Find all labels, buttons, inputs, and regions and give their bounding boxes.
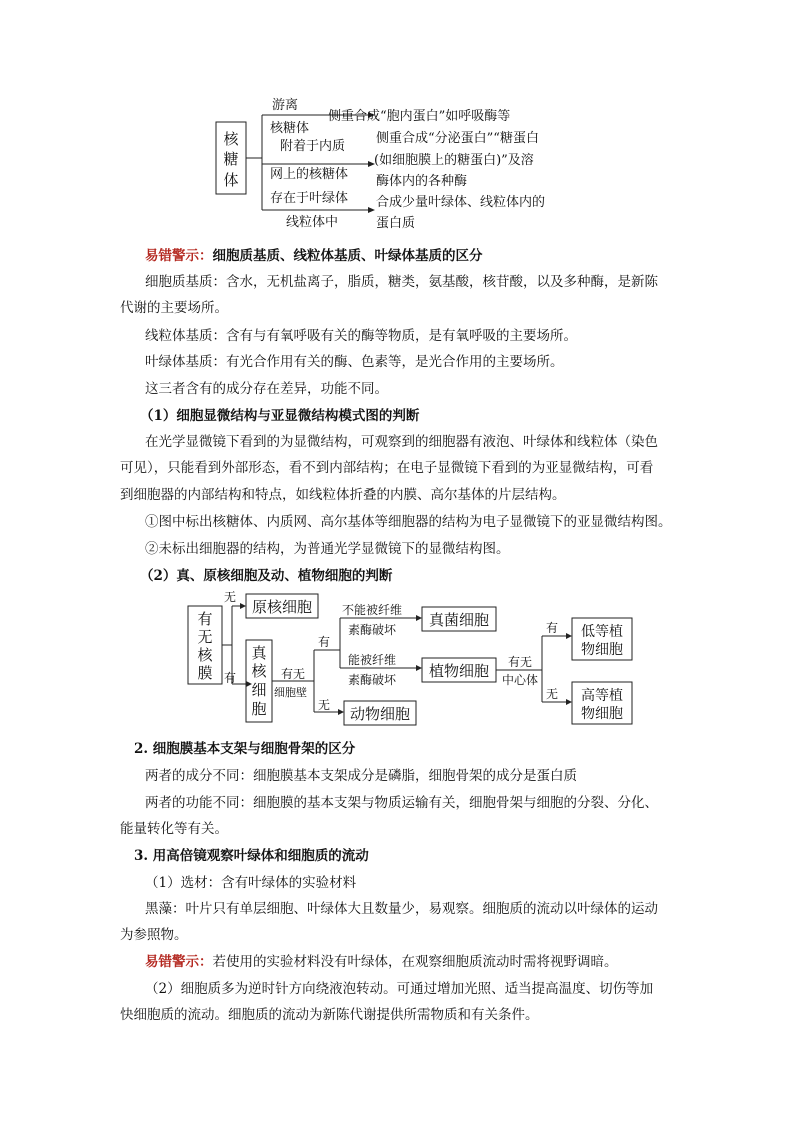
wall-question-line2: 细胞壁 [274, 686, 307, 699]
plant-label: 植物细胞 [428, 662, 490, 680]
section3-function-line1: 两者的功能不同：细胞膜的基本支架与物质运输有关，细胞骨架与细胞的分裂、分化、 [145, 795, 658, 811]
prokaryote-label: 原核细胞 [251, 598, 313, 616]
section4-warning [145, 952, 618, 972]
fungus-label: 真菌细胞 [428, 611, 490, 629]
row3-location-line2: 线粒体中 [286, 215, 339, 230]
nucleus-question-char-2: 无 [197, 628, 213, 646]
centro-none-label: 无 [546, 687, 559, 701]
row1-function-line1: 侧重合成“胞内蛋白”如呼吸酶等 [328, 109, 511, 124]
centro-has-label: 有 [546, 621, 559, 635]
nucleus-question-char-4: 膜 [197, 664, 213, 682]
warning1-label: 易错警示： [145, 248, 213, 264]
section1-item1: ①图中标出核糖体、内质网、高尔基体等细胞器的结构为电子显微镜下的亚显微结构图。 [145, 514, 672, 530]
higher-plant-line1: 高等植 [581, 688, 623, 704]
row2-function-line3: 酶体内的各种酶 [376, 174, 468, 189]
ribosome-char-2: 糖 [223, 150, 239, 168]
ribosome-char-1: 核 [223, 130, 239, 148]
section1-heading: （1）细胞显微结构与亚显微结构模式图的判断 [140, 408, 420, 424]
row1-location-line1: 游离 [272, 98, 299, 113]
chloro-matrix: 叶绿体基质：有光合作用有关的酶、色素等，是光合作用的主要场所。 [145, 354, 564, 370]
row1-location-line2: 核糖体 [270, 121, 310, 136]
row2-function-line2: (如细胞膜上的糖蛋白)”及溶 [374, 153, 534, 168]
degradable-line2: 素酶破坏 [348, 673, 397, 687]
row2-location-line2: 网上的核糖体 [270, 167, 349, 182]
ribosome-diagram [200, 92, 620, 232]
not-degradable-line1: 不能被纤维 [342, 603, 403, 617]
section1-item2: ②未标出细胞器的结构，为普通光学显微镜下的显微结构图。 [145, 541, 510, 557]
section2-heading: （2）真、原核细胞及动、植物细胞的判断 [140, 568, 393, 584]
warning1-title: 细胞质基质、线粒体基质、叶绿体基质的区分 [212, 248, 483, 264]
nucleus-question-char-1: 有 [197, 610, 213, 628]
section4-warning-label: 易错警示： [145, 954, 213, 970]
wall-question-line1: 有无 [281, 667, 306, 681]
section1-para-line1: 在光学显微镜下看到的为显微结构，可观察到的细胞器有液泡、叶绿体和线粒体（染色 [145, 434, 658, 450]
section4-heading: 3. 用高倍镜观察叶绿体和细胞质的流动 [134, 848, 369, 864]
higher-plant-line2: 物细胞 [581, 706, 623, 722]
section1-para-line2: 可见），只能看到外部形态，看不到内部结构；在电子显微镜下看到的为亚显微结构，可看 [120, 460, 654, 476]
eukaryote-char-1: 真 [251, 644, 267, 662]
centro-question-line2: 中心体 [502, 673, 539, 687]
ribosome-char-3: 体 [223, 171, 239, 189]
animal-label: 动物细胞 [349, 705, 411, 723]
section3-heading: 2. 细胞膜基本支架与细胞骨架的区分 [134, 741, 356, 757]
centro-question-line1: 有无 [508, 655, 533, 669]
section4-warning-text: 若使用的实验材料没有叶绿体，在观察细胞质流动时需将视野调暗。 [212, 954, 618, 970]
nucleus-question-char-3: 核 [197, 646, 213, 664]
row3-function-line2: 蛋白质 [376, 216, 416, 231]
row2-location-line1: 附着于内质 [280, 139, 346, 154]
row2-function-line1: 侧重合成“分泌蛋白”“糖蛋白 [376, 131, 539, 146]
mito-matrix: 线粒体基质：含有与有氧呼吸有关的酶等物质，是有氧呼吸的主要场所。 [145, 328, 577, 344]
wall-none-label: 无 [318, 698, 331, 712]
nucleus-has-label: 有 [224, 671, 237, 685]
cell-classification-diagram [180, 588, 640, 728]
section4-para-line2: 为参照物。 [120, 927, 188, 943]
section4-item2-line1: （2）细胞质多为逆时针方向绕液泡转动。可通过增加光照、适当提高温度、切伤等加 [145, 981, 654, 997]
nucleus-none-label: 无 [224, 590, 237, 604]
section3-composition: 两者的成分不同：细胞膜基本支架成分是磷脂，细胞骨架的成分是蛋白质 [145, 768, 577, 784]
eukaryote-char-4: 胞 [251, 700, 267, 718]
section1-para-line3: 到细胞器的内部结构和特点，如线粒体折叠的内膜、高尔基体的片层结构。 [120, 487, 566, 503]
matrix-summary: 这三者含有的成分存在差异，功能不同。 [145, 381, 388, 397]
lower-plant-line1: 低等植 [581, 624, 623, 640]
eukaryote-char-3: 细 [251, 681, 267, 699]
section4-item2-line2: 快细胞质的流动。细胞质的流动为新陈代谢提供所需物质和有关条件。 [120, 1007, 539, 1023]
wall-has-label: 有 [318, 635, 331, 649]
section3-function-line2: 能量转化等有关。 [120, 821, 228, 837]
cyto-matrix-line1: 细胞质基质：含水，无机盐离子，脂质，糖类，氨基酸，核苷酸，以及多种酶，是新陈 [145, 274, 658, 290]
row3-function-line1: 合成少量叶绿体、线粒体内的 [376, 195, 546, 210]
cyto-matrix-line2: 代谢的主要场所。 [120, 300, 228, 316]
degradable-line1: 能被纤维 [348, 653, 397, 667]
row3-location-line1: 存在于叶绿体 [270, 191, 349, 206]
section4-item1: （1）选材：含有叶绿体的实验材料 [145, 875, 357, 891]
eukaryote-char-2: 核 [251, 662, 267, 680]
lower-plant-line2: 物细胞 [581, 642, 623, 658]
warning1-heading [145, 246, 483, 266]
section4-para-line1: 黑藻：叶片只有单层细胞、叶绿体大且数量少，易观察。细胞质的流动以叶绿体的运动 [145, 901, 658, 917]
not-degradable-line2: 素酶破坏 [348, 623, 397, 637]
